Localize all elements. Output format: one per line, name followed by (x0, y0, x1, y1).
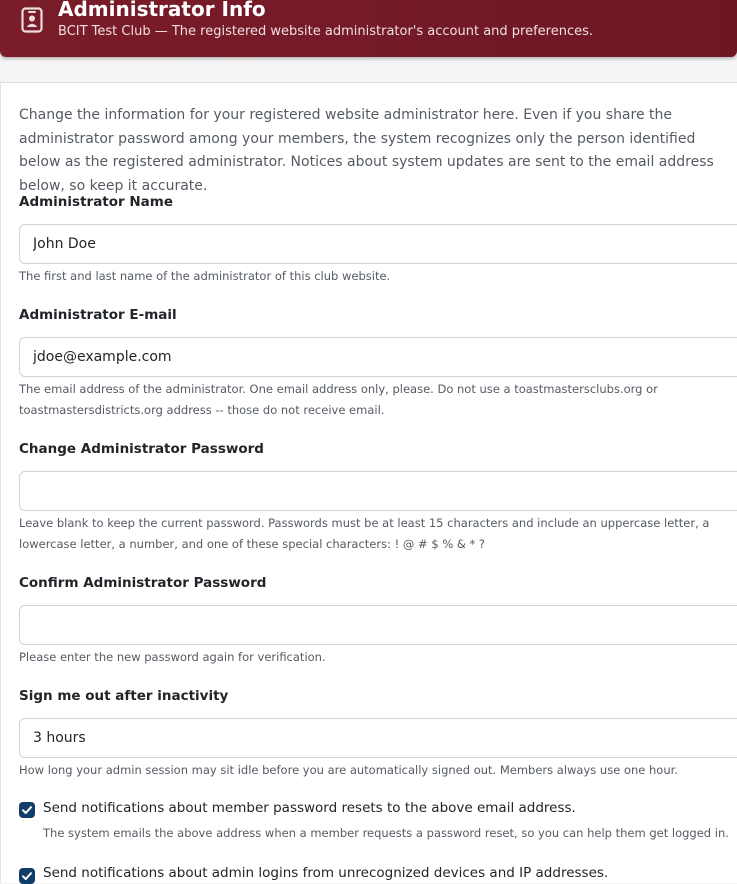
admin-name-label: Administrator Name (19, 194, 174, 210)
admin-email-input[interactable] (19, 337, 737, 377)
inactivity-help: How long your admin session may sit idle before you are automatically signed out. Members always use one hour. (19, 763, 678, 777)
password-help: Leave blank to keep the current password. Passwords must be at least 15 characters and include an uppercase letter, a lowercase letter, a number, and one of these special characters: ! @ # $ % & * ? (19, 516, 710, 551)
inactivity-selected-value: 3 hours (33, 730, 86, 746)
admin-logins-label[interactable]: Send notifications about admin logins from unrecognized devices and IP addresses. (43, 865, 609, 881)
confirm-password-input[interactable] (19, 605, 737, 645)
intro-text: Change the information for your registered website administrator here. Even if you share the administrator password among your members, the system recognizes only the person identified below as the registered administrator. Notices about system updates are sent to the email address below, so keep it accurate. (19, 107, 714, 194)
password-resets-label[interactable]: Send notifications about member password resets to the above email address. (43, 800, 576, 816)
password-input[interactable] (19, 471, 737, 511)
admin-email-label: Administrator E-mail (19, 307, 177, 323)
admin-name-input[interactable] (19, 224, 737, 264)
page-subtitle: BCIT Test Club — The registered website administrator's account and preferences. (58, 24, 594, 39)
admin-name-help: The first and last name of the administrator of this club website. (19, 269, 391, 283)
checkmark-icon (21, 804, 33, 816)
inactivity-select[interactable] (19, 718, 737, 758)
admin-email-help: The email address of the administrator. One email address only, please. Do not use a toastmastersclubs.org or toastmastersdistricts.org address -- those do not receive email. (19, 382, 658, 417)
password-resets-help: The system emails the above address when a member requests a password reset, so you can help them get logged in. (43, 826, 729, 840)
admin-info-form (0, 82, 737, 883)
page-header (0, 0, 737, 57)
password-resets-checkbox[interactable] (19, 802, 35, 818)
page-title: Administrator Info (58, 0, 266, 21)
inactivity-label: Sign me out after inactivity (19, 688, 229, 704)
admin-logins-checkbox[interactable] (19, 868, 35, 884)
checkmark-icon (21, 870, 33, 882)
confirm-password-label: Confirm Administrator Password (19, 575, 267, 591)
password-label: Change Administrator Password (19, 441, 264, 457)
id-badge-icon (21, 7, 43, 33)
confirm-password-help: Please enter the new password again for verification. (19, 650, 326, 664)
